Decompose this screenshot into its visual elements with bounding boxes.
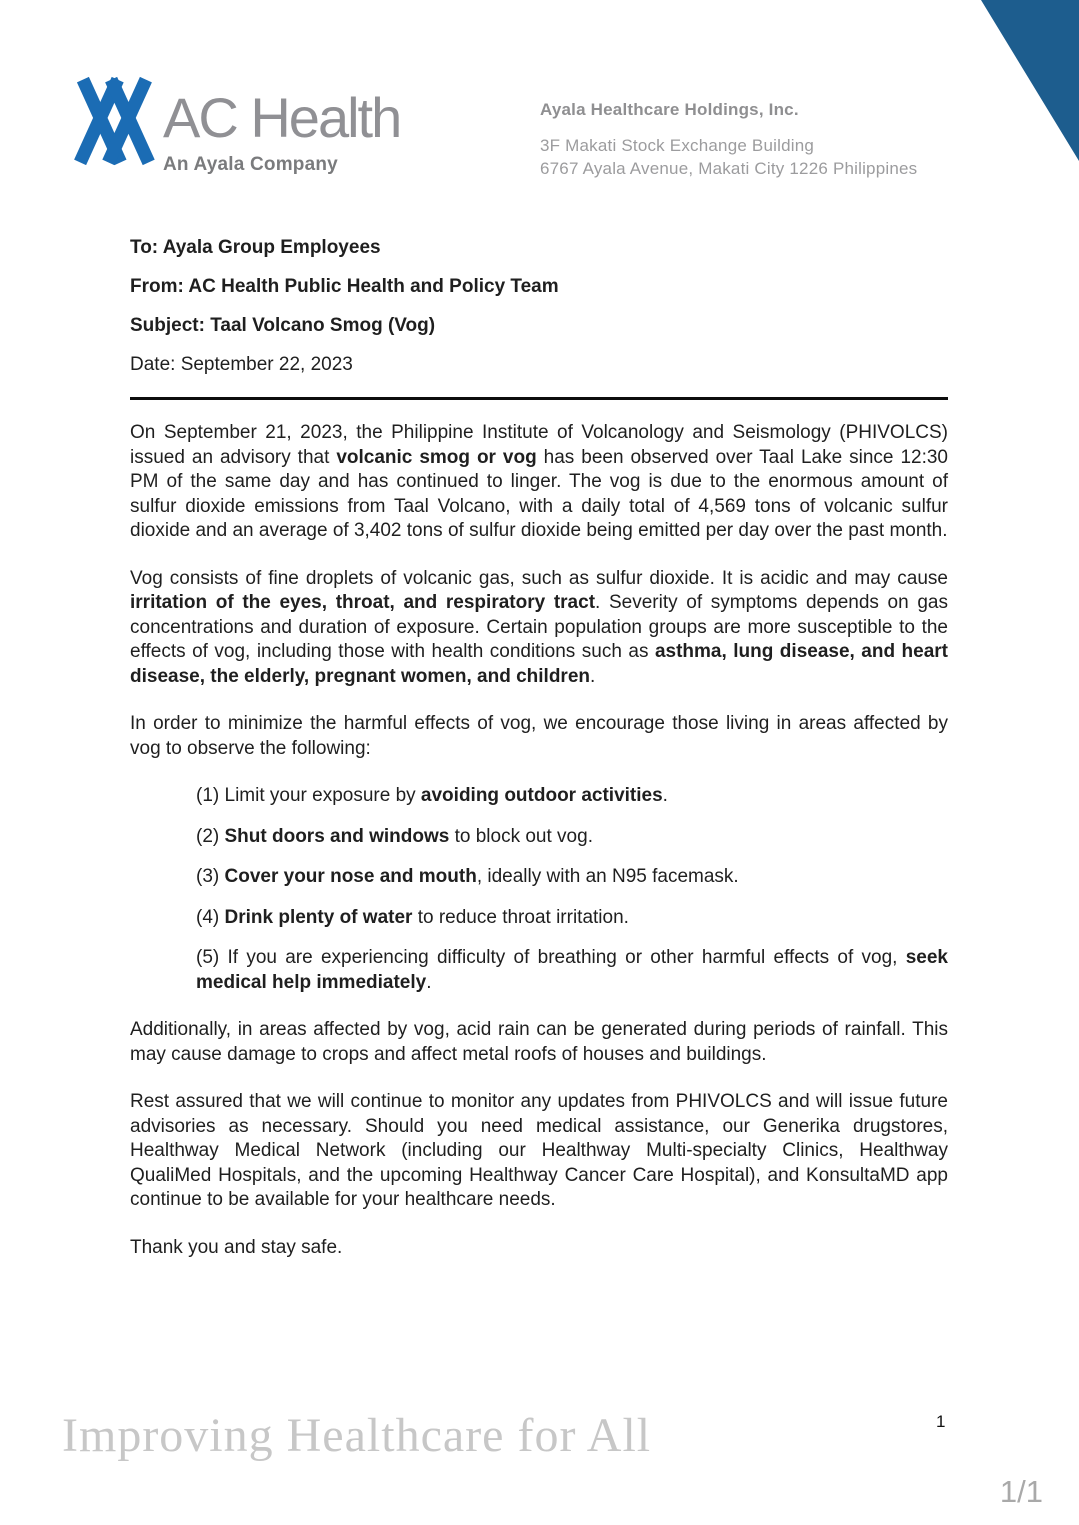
corner-accent-triangle [981, 0, 1079, 161]
pdf-pager-indicator: 1/1 [999, 1474, 1043, 1509]
memo-to-line: To: Ayala Group Employees [130, 237, 381, 258]
brand-tagline: An Ayala Company [163, 154, 338, 175]
advisory-list-item: (2) Shut doors and windows to block out vog. [196, 825, 593, 847]
brand-name: AC Health [163, 86, 401, 149]
letter-content [130, 236, 948, 1283]
memo-subject-line: Subject: Taal Volcano Smog (Vog) [130, 315, 436, 336]
company-info-block [540, 98, 917, 180]
memo-from-line: From: AC Health Public Health and Policy Team [130, 276, 559, 297]
logo-text-block [163, 88, 400, 176]
header-divider-rule [130, 397, 948, 400]
body-paragraph: In order to minimize the harmful effects of vog, we encourage those living in areas affected by vog to observe the following: [130, 713, 948, 759]
footer-slogan: Improving Healthcare for All [62, 1409, 652, 1462]
company-name: Ayala Healthcare Holdings, Inc. [540, 100, 799, 119]
body-paragraph: Additionally, in areas affected by vog, acid rain can be generated during periods of rainfall. This may cause damage to crops and affect metal roofs of houses and buildings. [130, 1019, 948, 1065]
company-address-line1: 3F Makati Stock Exchange Building [540, 136, 815, 155]
page-number: 1 [936, 1412, 946, 1431]
memo-date-line: Date: September 22, 2023 [130, 354, 353, 375]
advisory-list-item: (1) Limit your exposure by avoiding outdoor activities. [196, 785, 668, 806]
body-paragraph: Vog consists of fine droplets of volcanic gas, such as sulfur dioxide. It is acidic and may cause irritation of the eyes, throat, and respiratory tract. Severity of symptoms depends on gas concentrations and duration of exposure. Certain population groups are more susceptible to the effects of vog, including those with health conditions such as asthma, lung disease, and heart disease, the elderly, pregnant women, and children. [130, 567, 948, 687]
advisory-list-item: (3) Cover your nose and mouth, ideally with an N95 facemask. [196, 866, 739, 887]
ac-health-logo-icon [66, 74, 160, 168]
advisory-list-item: (4) Drink plenty of water to reduce throat irritation. [196, 906, 629, 928]
letter-body [130, 421, 948, 1260]
advisory-list-item: (5) If you are experiencing difficulty of breathing or other harmful effects of vog, seek medical help immediately. [196, 947, 948, 993]
company-address-line2: 6767 Ayala Avenue, Makati City 1226 Philippines [540, 159, 918, 178]
body-paragraph: Rest assured that we will continue to monitor any updates from PHIVOLCS and will issue future advisories as necessary. Should you need medical assistance, our Generika drugstores, Healthway Medical Network (including our Healthway Multi-specialty Clinics, Healthway QualiMed Hospitals, and the upcoming Healthway Cancer Care Hospital), and KonsultaMD app continue to be available for your healthcare needs. [130, 1091, 948, 1210]
body-paragraph: Thank you and stay safe. [130, 1236, 343, 1258]
body-paragraph: On September 21, 2023, the Philippine Institute of Volcanology and Seismology (PHIVOLCS) issued an advisory that volcanic smog or vog has been observed over Taal Lake since 12:30 PM of the same day and has continued to linger. The vog is due to the enormous amount of sulfur dioxide emissions from Taal Volcano, with a daily total of 4,569 tons of volcanic sulfur dioxide and an average of 3,402 tons of sulfur dioxide being emitted per day over the past month. [130, 422, 948, 541]
